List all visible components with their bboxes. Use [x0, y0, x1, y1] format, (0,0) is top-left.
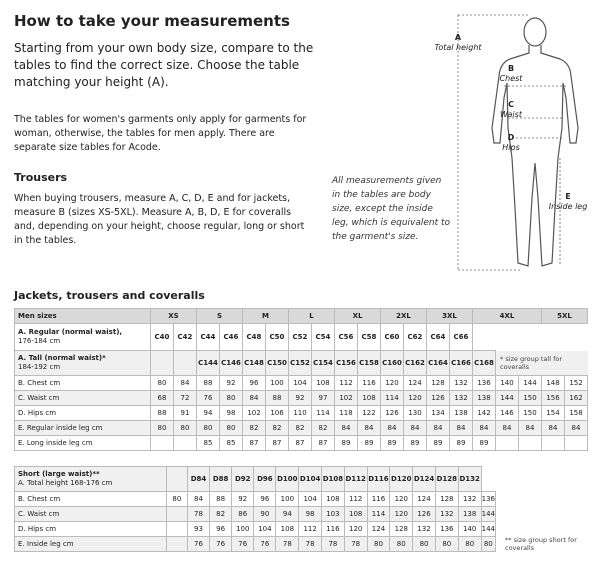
- value-cell: 88: [151, 406, 174, 421]
- value-cell: 84: [519, 421, 542, 436]
- measurement-row: [15, 522, 496, 537]
- measurement-row: [15, 391, 588, 406]
- women-note-text: The tables for women's garments only apply for garments for woman, otherwise, the tables for men apply. There are separate size tables for Acode.: [14, 114, 307, 153]
- value-cell: 80: [220, 391, 243, 406]
- value-cell: 80: [458, 537, 481, 552]
- tall-code: C144: [197, 351, 220, 376]
- value-cell: 120: [404, 391, 427, 406]
- value-cell: 85: [197, 436, 220, 451]
- tall-code: C154: [312, 351, 335, 376]
- value-cell: 120: [344, 522, 367, 537]
- value-cell: 76: [232, 537, 254, 552]
- tall-code: C160: [381, 351, 404, 376]
- value-cell: 89: [358, 436, 381, 451]
- value-cell: 68: [151, 391, 174, 406]
- trousers-text: When buying trousers, measure A, C, D, E and for jackets, measure B (sizes XS-5XL). Measure A, B, D, E for coveralls and, depending on your height, choose regular, long or short in the tables.: [14, 193, 305, 246]
- value-cell: 136: [473, 376, 496, 391]
- value-cell: 78: [276, 537, 299, 552]
- value-cell: 102: [335, 391, 358, 406]
- value-cell: 128: [427, 376, 450, 391]
- value-cell: 158: [565, 406, 588, 421]
- value-cell: 130: [404, 406, 427, 421]
- value-cell: 100: [232, 522, 254, 537]
- value-cell: 76: [197, 391, 220, 406]
- regular-code: C46: [220, 324, 243, 351]
- tall-code: C162: [404, 351, 427, 376]
- short-code: D84: [187, 467, 209, 492]
- tall-code-row: [15, 351, 588, 376]
- tall-code: C150: [266, 351, 289, 376]
- intro-text: Starting from your own body size, compare to the tables to find the correct size. Choose the table matching your height (A).: [14, 41, 314, 89]
- value-cell: 82: [266, 421, 289, 436]
- value-cell: 124: [367, 522, 390, 537]
- value-cell: 84: [358, 421, 381, 436]
- value-cell: 93: [187, 522, 209, 537]
- value-cell: 100: [276, 492, 299, 507]
- value-cell: 91: [174, 406, 197, 421]
- label-c: C Waist: [500, 100, 522, 119]
- short-size-table: [14, 466, 496, 552]
- value-cell: 138: [473, 391, 496, 406]
- label-a: A Total height: [434, 33, 482, 52]
- value-cell: 120: [381, 376, 404, 391]
- value-cell: 138: [458, 507, 481, 522]
- value-cell: 112: [299, 522, 322, 537]
- value-cell: [496, 436, 519, 451]
- label-b: B Chest: [499, 64, 523, 83]
- regular-code-row: [15, 324, 588, 351]
- value-cell: 84: [427, 421, 450, 436]
- value-cell: 87: [289, 436, 312, 451]
- value-cell: 108: [358, 391, 381, 406]
- value-cell: 152: [565, 376, 588, 391]
- value-cell: 78: [322, 537, 345, 552]
- value-cell: 154: [542, 406, 565, 421]
- value-cell: 84: [335, 421, 358, 436]
- short-code: D96: [254, 467, 276, 492]
- value-cell: 108: [344, 507, 367, 522]
- value-cell: 84: [404, 421, 427, 436]
- value-cell: 136: [481, 492, 495, 507]
- value-cell: 108: [322, 492, 345, 507]
- value-cell: 126: [427, 391, 450, 406]
- short-code-row: [15, 467, 496, 492]
- value-cell: 104: [254, 522, 276, 537]
- value-cell: 84: [565, 421, 588, 436]
- regular-code: C50: [266, 324, 289, 351]
- value-cell: 108: [276, 522, 299, 537]
- size-cell: XL: [335, 309, 381, 324]
- value-cell: 88: [210, 492, 232, 507]
- value-cell: 96: [254, 492, 276, 507]
- value-cell: 82: [243, 421, 266, 436]
- value-cell: 126: [381, 406, 404, 421]
- value-cell: 84: [187, 492, 209, 507]
- value-cell: 142: [473, 406, 496, 421]
- value-cell: 136: [435, 522, 458, 537]
- regular-code: C40: [151, 324, 174, 351]
- size-cell: XS: [151, 309, 197, 324]
- value-cell: 122: [358, 406, 381, 421]
- value-cell: 89: [473, 436, 496, 451]
- value-cell: 89: [381, 436, 404, 451]
- size-cell: 3XL: [427, 309, 473, 324]
- value-cell: 114: [381, 391, 404, 406]
- value-cell: 150: [519, 391, 542, 406]
- value-cell: 78: [187, 507, 209, 522]
- value-cell: 144: [481, 522, 495, 537]
- row-label: D. Hips cm: [15, 406, 151, 421]
- size-cell: S: [197, 309, 243, 324]
- value-cell: 156: [542, 391, 565, 406]
- size-header-row: [15, 309, 588, 324]
- value-cell: 80: [413, 537, 436, 552]
- short-title: Short (large waist)**: [18, 470, 100, 478]
- value-cell: 140: [496, 376, 519, 391]
- regular-code: C48: [243, 324, 266, 351]
- short-code: D112: [344, 467, 367, 492]
- value-cell: 92: [289, 391, 312, 406]
- value-cell: 138: [450, 406, 473, 421]
- row-label: D. Hips cm: [15, 522, 167, 537]
- value-cell: 144: [481, 507, 495, 522]
- value-cell: 98: [220, 406, 243, 421]
- value-cell: 84: [381, 421, 404, 436]
- value-cell: 89: [450, 436, 473, 451]
- value-cell: 94: [276, 507, 299, 522]
- men-size-table: [14, 308, 588, 451]
- value-cell: 116: [358, 376, 381, 391]
- regular-code: C54: [312, 324, 335, 351]
- value-cell: 162: [565, 391, 588, 406]
- value-cell: 97: [312, 391, 335, 406]
- short-footnote: ** size group short for coveralls: [505, 536, 577, 552]
- row-label: C. Waist cm: [15, 391, 151, 406]
- value-cell: 132: [450, 376, 473, 391]
- value-cell: [519, 436, 542, 451]
- short-code: D88: [210, 467, 232, 492]
- regular-code: C44: [197, 324, 220, 351]
- value-cell: 80: [166, 492, 187, 507]
- value-cell: [151, 436, 174, 451]
- label-d: D Hips: [502, 133, 520, 152]
- regular-code: C66: [450, 324, 473, 351]
- value-cell: 150: [519, 406, 542, 421]
- value-cell: 80: [367, 537, 390, 552]
- value-cell: 108: [312, 376, 335, 391]
- value-cell: 128: [435, 492, 458, 507]
- value-cell: 84: [243, 391, 266, 406]
- tall-title: A. Tall (normal waist)*: [18, 354, 106, 362]
- value-cell: 112: [335, 376, 358, 391]
- value-cell: 104: [289, 376, 312, 391]
- value-cell: 132: [413, 522, 436, 537]
- value-cell: 87: [266, 436, 289, 451]
- value-cell: [174, 436, 197, 451]
- short-code: D132: [458, 467, 481, 492]
- value-cell: 146: [496, 406, 519, 421]
- value-cell: 106: [266, 406, 289, 421]
- page-title: How to take your measurements: [14, 12, 290, 30]
- value-cell: 94: [197, 406, 220, 421]
- trousers-heading: Trousers: [14, 171, 68, 184]
- value-cell: 84: [450, 421, 473, 436]
- tall-code: C146: [220, 351, 243, 376]
- label-e: E Inside leg: [548, 192, 588, 211]
- value-cell: 120: [390, 507, 413, 522]
- value-cell: 80: [481, 537, 495, 552]
- tall-code: C164: [427, 351, 450, 376]
- measurement-note: All measurements given in the tables are body size, except the inside leg, which is equivalent to the garment's size.: [332, 176, 451, 242]
- value-cell: 124: [413, 492, 436, 507]
- short-code: D124: [413, 467, 436, 492]
- value-cell: 114: [312, 406, 335, 421]
- regular-code: C60: [381, 324, 404, 351]
- short-code: D108: [322, 467, 345, 492]
- measurement-row: [15, 436, 588, 451]
- value-cell: 89: [404, 436, 427, 451]
- value-cell: 82: [312, 421, 335, 436]
- regular-code: C58: [358, 324, 381, 351]
- value-cell: 92: [232, 492, 254, 507]
- regular-title: A. Regular (normal waist),: [18, 328, 123, 336]
- value-cell: [542, 436, 565, 451]
- value-cell: 118: [335, 406, 358, 421]
- value-cell: 84: [496, 421, 519, 436]
- value-cell: 84: [174, 376, 197, 391]
- row-label: B. Chest cm: [15, 376, 151, 391]
- value-cell: 87: [243, 436, 266, 451]
- value-cell: 80: [435, 537, 458, 552]
- measurement-row: [15, 376, 588, 391]
- value-cell: 72: [174, 391, 197, 406]
- value-cell: 104: [299, 492, 322, 507]
- table-heading: Jackets, trousers and coveralls: [14, 289, 205, 302]
- value-cell: 110: [289, 406, 312, 421]
- short-code: D116: [367, 467, 390, 492]
- regular-code: C52: [289, 324, 312, 351]
- value-cell: 87: [312, 436, 335, 451]
- tall-footnote: * size group tall for coveralls: [496, 351, 588, 376]
- row-label: E. Inside leg cm: [15, 537, 167, 552]
- value-cell: 89: [335, 436, 358, 451]
- row-label: C. Waist cm: [15, 507, 167, 522]
- value-cell: 120: [390, 492, 413, 507]
- value-cell: 116: [322, 522, 345, 537]
- value-cell: 85: [220, 436, 243, 451]
- row-label: E. Regular inside leg cm: [15, 421, 151, 436]
- value-cell: 89: [427, 436, 450, 451]
- value-cell: 76: [254, 537, 276, 552]
- tall-code: C156: [335, 351, 358, 376]
- regular-code: C62: [404, 324, 427, 351]
- row-label: E. Long inside leg cm: [15, 436, 151, 451]
- tall-code: C152: [289, 351, 312, 376]
- tall-sub: 184-192 cm: [18, 363, 61, 371]
- tall-code: C166: [450, 351, 473, 376]
- measurement-row: [15, 421, 588, 436]
- value-cell: 126: [413, 507, 436, 522]
- size-header-label: Men sizes: [15, 309, 151, 324]
- short-code: D120: [390, 467, 413, 492]
- value-cell: 114: [367, 507, 390, 522]
- value-cell: 90: [254, 507, 276, 522]
- value-cell: 92: [220, 376, 243, 391]
- size-cell: 5XL: [542, 309, 588, 324]
- value-cell: 112: [344, 492, 367, 507]
- value-cell: 76: [187, 537, 209, 552]
- value-cell: 80: [174, 421, 197, 436]
- value-cell: 100: [266, 376, 289, 391]
- tall-code: C168: [473, 351, 496, 376]
- measurement-row: [15, 492, 496, 507]
- value-cell: 102: [243, 406, 266, 421]
- value-cell: 80: [151, 376, 174, 391]
- short-sub: A. Total height 168-176 cm: [18, 479, 113, 487]
- regular-sub: 176-184 cm: [18, 337, 61, 345]
- value-cell: 80: [151, 421, 174, 436]
- value-cell: 80: [197, 421, 220, 436]
- value-cell: 96: [243, 376, 266, 391]
- short-code: D104: [299, 467, 322, 492]
- value-cell: 96: [210, 522, 232, 537]
- value-cell: 80: [220, 421, 243, 436]
- value-cell: 80: [390, 537, 413, 552]
- value-cell: [565, 436, 588, 451]
- value-cell: 124: [404, 376, 427, 391]
- short-code: D128: [435, 467, 458, 492]
- value-cell: 86: [232, 507, 254, 522]
- value-cell: 144: [519, 376, 542, 391]
- value-cell: 78: [344, 537, 367, 552]
- measurement-row: [15, 537, 496, 552]
- value-cell: 140: [458, 522, 481, 537]
- value-cell: 98: [299, 507, 322, 522]
- measurement-row: [15, 507, 496, 522]
- value-cell: 144: [496, 391, 519, 406]
- value-cell: 103: [322, 507, 345, 522]
- regular-code: C42: [174, 324, 197, 351]
- value-cell: 132: [435, 507, 458, 522]
- value-cell: 78: [299, 537, 322, 552]
- value-cell: 148: [542, 376, 565, 391]
- value-cell: 82: [210, 507, 232, 522]
- row-label: B. Chest cm: [15, 492, 167, 507]
- value-cell: 76: [210, 537, 232, 552]
- value-cell: 88: [197, 376, 220, 391]
- size-cell: L: [289, 309, 335, 324]
- short-code: D100: [276, 467, 299, 492]
- size-cell: 2XL: [381, 309, 427, 324]
- value-cell: 116: [367, 492, 390, 507]
- value-cell: 88: [266, 391, 289, 406]
- regular-code: C64: [427, 324, 450, 351]
- tall-code: C158: [358, 351, 381, 376]
- tall-code: C148: [243, 351, 266, 376]
- value-cell: 132: [458, 492, 481, 507]
- size-cell: 4XL: [473, 309, 542, 324]
- measurement-row: [15, 406, 588, 421]
- value-cell: 82: [289, 421, 312, 436]
- short-code: D92: [232, 467, 254, 492]
- value-cell: 84: [473, 421, 496, 436]
- value-cell: 134: [427, 406, 450, 421]
- regular-code: C56: [335, 324, 358, 351]
- value-cell: 132: [450, 391, 473, 406]
- value-cell: 128: [390, 522, 413, 537]
- size-cell: M: [243, 309, 289, 324]
- value-cell: 84: [542, 421, 565, 436]
